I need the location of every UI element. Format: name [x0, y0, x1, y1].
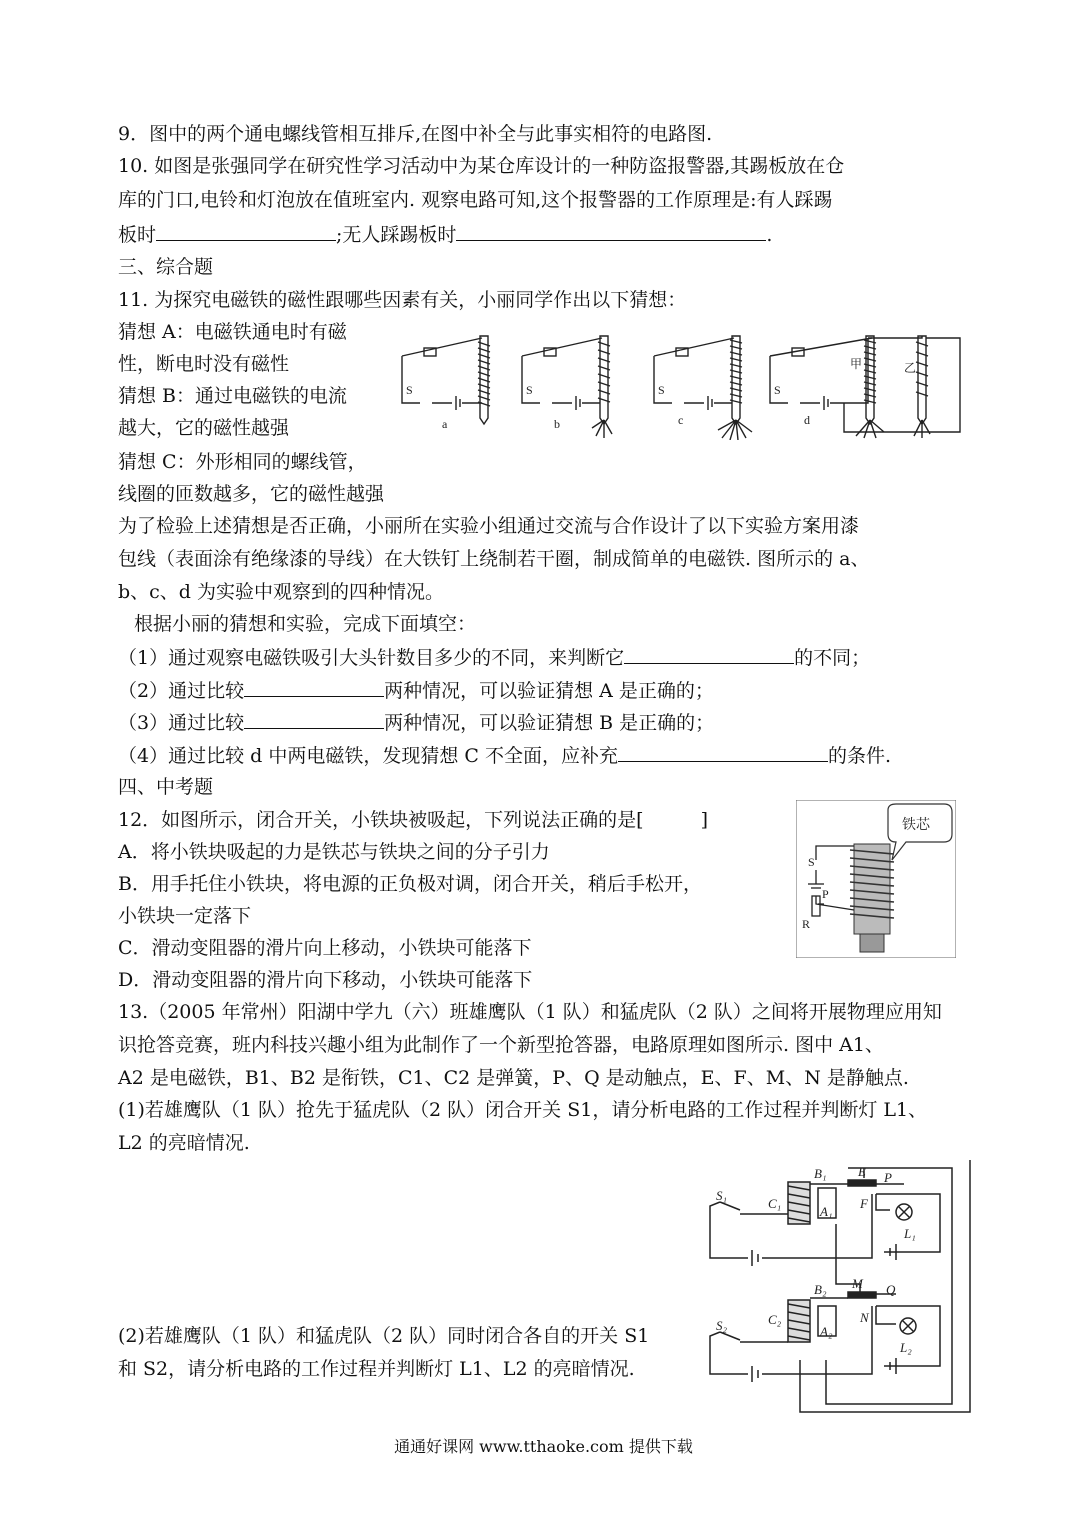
label-b2: B₂ [814, 1282, 827, 1297]
question-13-sub1-cont: L2 的亮暗情况. [118, 1132, 250, 1154]
option-b[interactable]: B．用手托住小铁块，将电源的正负极对调，闭合开关，稍后手松开， [118, 873, 702, 895]
label-s: S [406, 383, 413, 397]
question-10-line1: 10. 如图是张强同学在研究性学习活动中为某仓库设计的一种防盗报警器,其踢板放在仓 [118, 155, 845, 177]
answer-blank[interactable] [244, 706, 384, 729]
sub1-text-a: （1）通过观察电磁铁吸引大头针数目多少的不同，来判断它 [118, 647, 625, 669]
label-c1: C₁ [768, 1196, 782, 1211]
label-s: S [658, 383, 665, 397]
label-e: E [858, 1164, 866, 1179]
guess-a-2: 性，断电时没有磁性 [118, 353, 290, 375]
q10-text-a: 板时 [118, 224, 157, 246]
option-b-cont: 小铁块一定落下 [118, 905, 252, 927]
sub1-text-b: 的不同； [794, 647, 871, 669]
guess-b-2: 越大，它的磁性越强 [118, 417, 290, 439]
section-heading: 三、综合题 [118, 256, 214, 278]
option-d[interactable]: D．滑动变阻器的滑片向下移动，小铁块可能落下 [118, 969, 533, 991]
q11-sub2 [118, 674, 714, 707]
label-m: M [852, 1276, 863, 1291]
label-c: c [678, 413, 684, 427]
guess-c-2: 线圈的匝数越多，它的磁性越强 [118, 483, 385, 505]
question-10-line3 [118, 218, 772, 251]
q11-sub3 [118, 706, 714, 739]
electromagnet-experiment-figure [392, 328, 967, 440]
question-13-sub2: (2)若雄鹰队（1 队）和猛虎队（2 队）同时闭合各自的开关 S1 [118, 1325, 650, 1347]
sub3-text-b: 两种情况，可以验证猜想 B 是正确的； [384, 712, 715, 734]
label-p: P [822, 887, 829, 901]
sub3-text-a: （3）通过比较 [118, 712, 245, 734]
q11-sub4 [118, 739, 891, 772]
option-c[interactable]: C．滑动变阻器的滑片向上移动，小铁块可能落下 [118, 937, 532, 959]
answer-blank[interactable] [156, 218, 336, 241]
answer-blank[interactable] [624, 641, 794, 664]
q10-text-c: . [766, 224, 773, 246]
label-d: d [804, 413, 810, 427]
question-10-line2: 库的门口,电铃和灯泡放在值班室内. 观察电路可知,这个报警器的工作原理是:有人踩踢 [118, 189, 833, 211]
option-a[interactable]: A．将小铁块吸起的力是铁芯与铁块之间的分子引力 [118, 841, 550, 863]
label-l2: L₂ [900, 1340, 912, 1355]
answer-blank[interactable] [618, 739, 828, 762]
question-9: 9．图中的两个通电螺线管相互排斥,在图中补全与此事实相符的电路图. [118, 123, 713, 145]
q11-para3: b、c、d 为实验中观察到的四种情况。 [118, 581, 445, 603]
q11-sub1 [118, 641, 870, 674]
label-s1: S₁ [716, 1188, 728, 1203]
q10-text-b: ;无人踩踢板时 [336, 224, 457, 246]
label-a1: A₁ [820, 1204, 833, 1219]
answer-blank[interactable] [456, 218, 766, 241]
label-core: 铁芯 [902, 817, 930, 833]
label-s: S [808, 855, 815, 869]
sub4-text-b: 的条件. [827, 745, 891, 767]
label-jia: 甲 [850, 357, 863, 371]
quiz-buzzer-circuit-figure [700, 1160, 976, 1415]
label-q: Q [886, 1282, 896, 1297]
label-yi: 乙 [904, 361, 917, 375]
label-l1: L₁ [904, 1226, 916, 1241]
guess-c-1: 猜想 C：外形相同的螺线管， [118, 451, 367, 473]
label-p: P [884, 1170, 892, 1185]
guess-b-1: 猜想 B：通过电磁铁的电流 [118, 385, 348, 407]
label-a: a [442, 417, 448, 431]
question-12-stem: 12．如图所示，闭合开关，小铁块被吸起，下列说法正确的是[ ] [118, 809, 709, 831]
question-13-line1: 13.（2005 年常州）阳湖中学九（六）班雄鹰队（1 队）和猛虎队（2 队）之间将开展物理应用知 [118, 1001, 942, 1023]
q11-para1: 为了检验上述猜想是否正确，小丽所在实验小组通过交流与合作设计了以下实验方案用漆 [118, 515, 860, 537]
label-c2: C₂ [768, 1312, 782, 1327]
question-13-sub2-cont: 和 S2，请分析电路的工作过程并判断灯 L1、L2 的亮暗情况. [118, 1358, 635, 1380]
question-11-intro: 11. 为探究电磁铁的磁性跟哪些因素有关，小丽同学作出以下猜想： [118, 289, 687, 311]
answer-blank[interactable] [244, 674, 384, 697]
q11-para2: 包线（表面涂有绝缘漆的导线）在大铁钉上绕制若干圈，制成简单的电磁铁. 图所示的 a、 [118, 548, 870, 570]
label-b1: B₁ [814, 1166, 827, 1181]
electromagnet-core-figure [796, 800, 956, 958]
sub2-text-a: （2）通过比较 [118, 680, 245, 702]
question-13-line2: 识抢答竞赛，班内科技兴趣小组为此制作了一个新型抢答器，电路原理如图所示. 图中 A1、 [118, 1034, 884, 1056]
label-r: R [802, 917, 811, 931]
label-f: F [860, 1196, 868, 1211]
sub2-text-b: 两种情况，可以验证猜想 A 是正确的； [384, 680, 714, 702]
question-13-line3: A2 是电磁铁，B1、B2 是衔铁，C1、C2 是弹簧，P、Q 是动触点，E、F、M、N 是静触点. [118, 1067, 909, 1089]
section-heading: 四、中考题 [118, 776, 214, 798]
page-footer: 通通好课网 www.tthaoke.com 提供下载 [394, 1437, 693, 1456]
label-s: S [774, 383, 781, 397]
guess-a-1: 猜想 A：电磁铁通电时有磁 [118, 321, 347, 343]
label-a2: A₂ [820, 1324, 833, 1339]
label-b: b [554, 417, 560, 431]
label-s2: S₂ [716, 1318, 728, 1333]
label-s: S [526, 383, 533, 397]
sub4-text-a: （4）通过比较 d 中两电磁铁，发现猜想 C 不全面，应补充 [118, 745, 618, 767]
question-13-sub1: (1)若雄鹰队（1 队）抢先于猛虎队（2 队）闭合开关 S1，请分析电路的工作过程并判断灯 L1、 [118, 1099, 928, 1121]
label-n: N [860, 1310, 869, 1325]
q11-para4: 根据小丽的猜想和实验，完成下面填空： [134, 613, 477, 635]
